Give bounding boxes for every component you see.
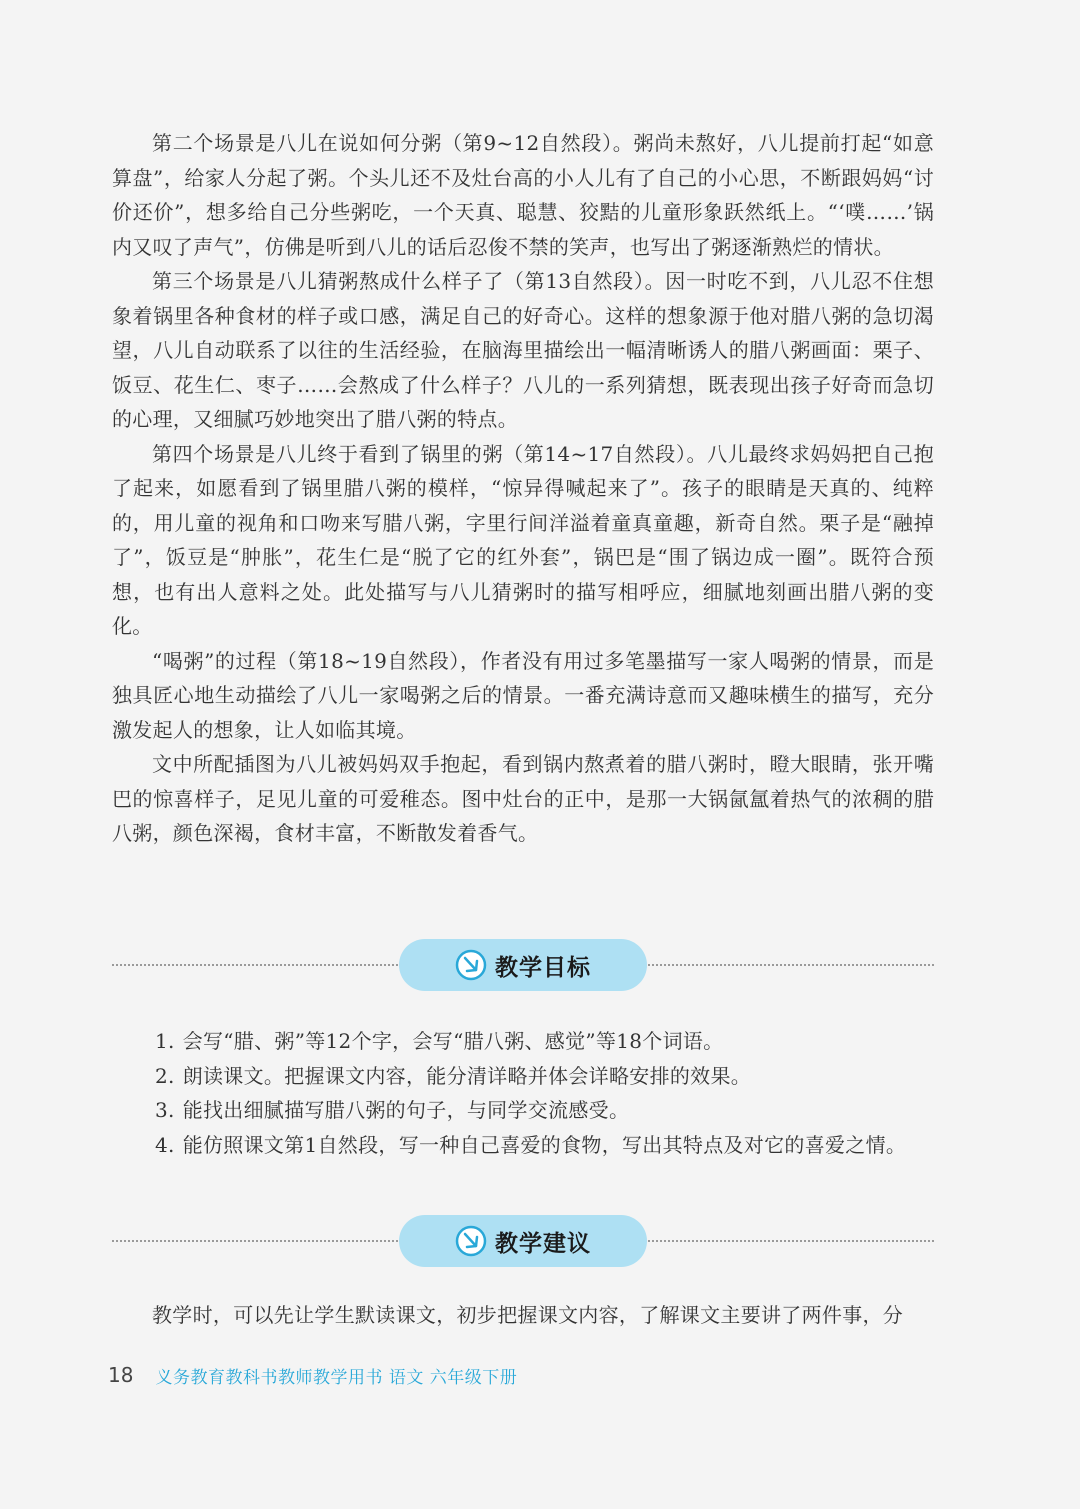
- paragraph-scene-three: 第三个场景是八儿猜粥熬成什么样子了（第13自然段）。因一时吃不到，八儿忍不住想象着锅里各种食材的样子或口感，满足自己的好奇心。这样的想象源于他对腊八粥的急切渴望，八儿自动联系了以往的生活经验，在脑海里描绘出一幅清晰诱人的腊八粥画面：栗子、饭豆、花生仁、枣子……会熬成了什么样子？八儿的一系列猜想，既表现出孩子好奇而急切的心理，又细腻巧妙地突出了腊八粥的特点。: [112, 269, 934, 431]
- section-header-goals: [112, 939, 934, 991]
- body-text: [112, 126, 934, 851]
- list-item: 3. 能找出细腻描写腊八粥的句子，与同学交流感受。: [155, 1098, 630, 1122]
- paragraph-scene-two: 第二个场景是八儿在说如何分粥（第9~12自然段）。粥尚未熬好，八儿提前打起“如意算盘”，给家人分起了粥。个头儿还不及灶台高的小人儿有了自己的小心思，不断跟妈妈“讨价还价”，想多给自己分些粥吃，一个天真、聪慧、狡黠的儿童形象跃然纸上。“‘噗……’锅内又叹了声气”，仿佛是听到八儿的话后忍俊不禁的笑声，也写出了粥逐渐熟烂的情状。: [112, 131, 934, 259]
- paragraph-drinking-porridge: “喝粥”的过程（第18~19自然段），作者没有用过多笔墨描写一家人喝粥的情景，而是独具匠心地生动描绘了八儿一家喝粥之后的情景。一番充满诗意而又趣味横生的描写，充分激发起人的想象，让人如临其境。: [112, 648, 934, 742]
- section-title: 教学目标: [495, 954, 591, 981]
- paragraph-illustration: 文中所配插图为八儿被妈妈双手抱起，看到锅内熬煮着的腊八粥时，瞪大眼睛，张开嘴巴的惊喜样子，足见儿童的可爱稚态。图中灶台的正中，是那一大锅氤氲着热气的浓稠的腊八粥，颜色深褐，食材丰富，不断散发着香气。: [112, 752, 934, 845]
- arrow-circle-icon: [455, 949, 487, 981]
- arrow-circle-icon: [455, 1225, 487, 1257]
- suggestions-paragraph: 教学时，可以先让学生默读课文，初步把握课文内容，了解课文主要讲了两件事，分: [152, 1303, 904, 1327]
- section-title-pill: [399, 939, 647, 991]
- list-item: 2. 朗读课文。把握课文内容，能分清详略并体会详略安排的效果。: [155, 1063, 752, 1088]
- list-item: 1. 会写“腊、粥”等12个字，会写“腊八粥、感觉”等18个词语。: [155, 1029, 724, 1053]
- section-title: 教学建议: [495, 1230, 591, 1257]
- page-number: 18: [108, 1363, 134, 1387]
- page-footer: [108, 1360, 517, 1390]
- section-title-pill: [399, 1215, 647, 1267]
- book-title: 义务教育教科书教师教学用书 语文 六年级下册: [155, 1367, 518, 1388]
- list-item: 4. 能仿照课文第1自然段，写一种自己喜爱的食物，写出其特点及对它的喜爱之情。: [155, 1132, 907, 1157]
- section-header-suggestions: [112, 1215, 934, 1267]
- goals-list: [155, 1024, 945, 1162]
- paragraph-scene-four: 第四个场景是八儿终于看到了锅里的粥（第14~17自然段）。八儿最终求妈妈把自己抱了起来，如愿看到了锅里腊八粥的模样，“惊异得喊起来了”。孩子的眼睛是天真的、纯粹的，用儿童的视角和口吻来写腊八粥，字里行间洋溢着童真童趣，新奇自然。栗子是“融掉了”，饭豆是“肿胀”，花生仁是“脱了它的红外套”，锅巴是“围了锅边成一圈”。既符合预想，也有出人意料之处。此处描写与八儿猜粥时的描写相呼应，细腻地刻画出腊八粥的变化。: [112, 441, 934, 638]
